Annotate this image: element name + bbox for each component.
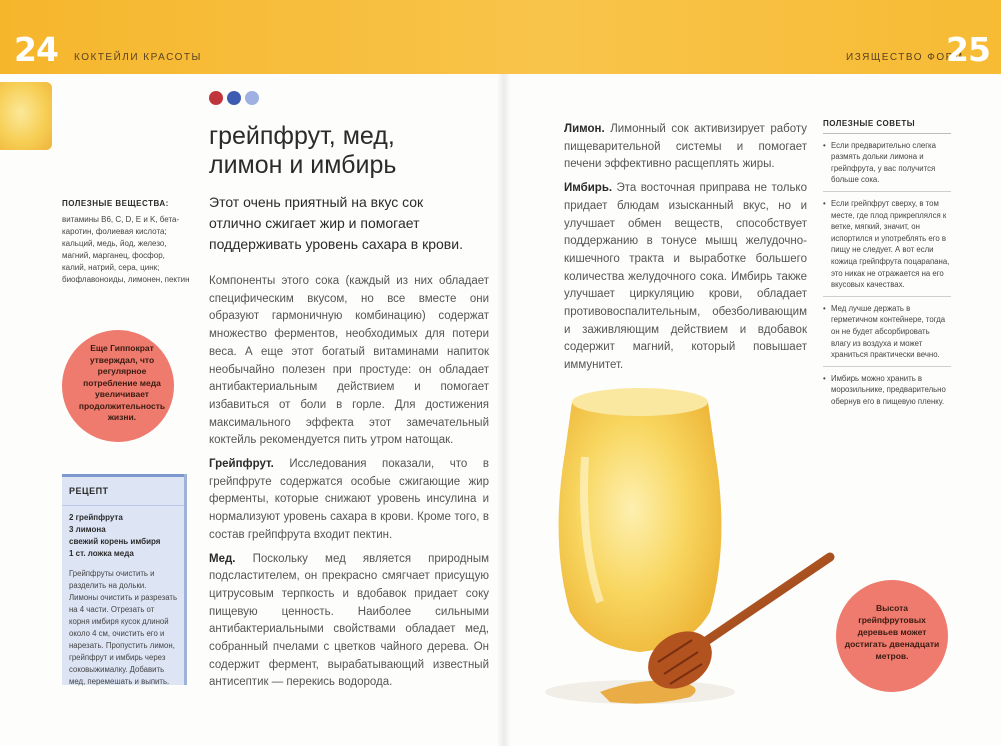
left-running-head: КОКТЕЙЛИ КРАСОТЫ	[74, 52, 202, 63]
body-paragraph	[209, 551, 489, 693]
paragraph-text: Лимонный сок активизирует работу пищеварительной системы и помогает печени эффективно расщеплять жиры.	[564, 123, 807, 171]
nutrients-heading: ПОЛЕЗНЫЕ ВЕЩЕСТВА:	[62, 199, 169, 208]
dot-light-blue	[245, 91, 259, 105]
paragraph-text: Компоненты этого сока (каждый из них обладает специфическим вкусом, но все вместе они образуют гармоничную комбинацию) содержат множество ферментов, необходимых для потери веса. А еще этот богатый витаминами напиток необычайно полезен при простуде: он обладает антибактериальным действием и помогает избавиться от боли в горле. Для достижения максимального эффекта этот замечательный коктейль рекомендуется пить утром натощак.	[209, 275, 489, 447]
dot-red	[209, 91, 223, 105]
tip-item: • Если грейпфрут сверху, в том месте, где плод прикреплялся к ветке, мягкий, значит, он испортился и употреблять его в пищу не следует. А вот если кожица грейпфрута поцарапана, это никак не отражается на его вкусовых качествах.	[823, 198, 951, 297]
body-paragraph	[209, 273, 489, 450]
ingredient: 2 грейпфрута	[69, 513, 123, 522]
paragraph-term: Имбирь.	[564, 182, 613, 195]
tip-item: • Если предварительно слегка размять дольки лимона и грейпфрута, у вас получится больше сока.	[823, 140, 951, 192]
bubble-text: Еще Гиппократ утверждал, что регулярное потребление меда увеличивает продолжительность жизни.	[78, 343, 166, 422]
paragraph-term: Грейпфрут.	[209, 458, 274, 471]
dot-blue	[227, 91, 241, 105]
ingredient: 3 лимона	[69, 525, 106, 534]
right-running-head: ИЗЯЩЕСТВО ФОРМ	[846, 52, 964, 63]
paragraph-text: Поскольку мед является природным подсластителем, он прекрасно смягчает присущую цитрусовым терпкость и вдобавок придает соку пищевую ценность. Наиболее сильными антибактериальными свойствами обладает мед, собранный пчелами с цветков чайного дерева. Он содержит фермент, вырабатывающий известный антисептик — перекись водорода.	[209, 552, 489, 689]
recipe-box	[62, 474, 187, 685]
nutrients-text: витамины B6, C, D, E и K, бета-каротин, фолиевая кислота; кальций, медь, йод, железо, магний, марганец, фосфор, калий, натрий, сера, цинк; биофлавоноиды, лимонен, пектин	[62, 215, 190, 284]
right-page-number: 25	[946, 30, 990, 69]
paragraph-term: Мед.	[209, 552, 236, 565]
article-lead: Этот очень приятный на вкус сок отлично сжигает жир и помогает поддерживать уровень сахара в крови.	[209, 194, 463, 252]
tips-heading: ПОЛЕЗНЫЕ СОВЕТЫ	[823, 118, 951, 134]
paragraph-text: Эта восточная приправа не только придает блюдам изысканный вкус, но и улучшает обмен веществ, способствует поддержанию в тонусе мышц желудочно-кишечного тракта и выработке большего количества желудочного сока. Имбирь также улучшает циркуляцию крови, обладает противовоспалительным, обезболивающим и заживляющим действием и вдобавок содержит магний, который повышает иммунитет.	[564, 182, 807, 372]
body-paragraph	[564, 121, 807, 174]
bubble-text: Высота грейпфрутовых деревьев может достигать двенадцати метров.	[844, 603, 940, 661]
body-paragraph	[209, 456, 489, 545]
book-gutter	[497, 74, 511, 746]
nutrients-box	[62, 198, 190, 286]
tip-item: • Имбирь можно хранить в морозильнике, предварительно обернув его в пищевую пленку.	[823, 373, 951, 413]
grapefruit-tree-bubble	[836, 580, 948, 692]
color-dots	[209, 91, 259, 105]
paragraph-text: Исследования показали, что в грейпфруте содержатся особые сжигающие жир ферменты, которые снижают уровень инсулина и нормализуют уровень сахара в крови. Кроме того, в состав грейпфрута входит пектин.	[209, 458, 489, 541]
right-column-text	[564, 121, 807, 381]
juice-thumbnail	[0, 82, 52, 150]
ingredient: свежий корень имбиря	[69, 537, 161, 546]
left-page-number: 24	[14, 30, 58, 69]
foam-top	[572, 388, 708, 416]
recipe-ingredients	[62, 506, 184, 560]
article-title: грейпфрут, мед, лимон и имбирь	[209, 122, 397, 179]
tips-box	[823, 118, 951, 418]
recipe-steps: Грейпфруты очистить и разделить на дольки. Лимоны очистить и разрезать на 4 части. Отрезать от корня имбиря кусок длиной около 4 см, очистить его и нарезать. Пропустить лимон, грейпфрут и имбирь через соковыжималку. Добавить мед, перемешать и выпить.	[69, 569, 178, 686]
juice-glass-photo	[540, 362, 840, 722]
recipe-heading: РЕЦЕПТ	[62, 474, 184, 506]
article-body	[209, 273, 489, 698]
paragraph-term: Лимон.	[564, 123, 605, 135]
body-paragraph	[564, 180, 807, 375]
tip-item: • Мед лучше держать в герметичном контейнере, тогда он не будет абсорбировать влагу из воздуха и может храниться практически вечно.	[823, 303, 951, 367]
hippocrates-bubble	[62, 330, 174, 442]
ingredient: 1 ст. ложка меда	[69, 549, 134, 558]
